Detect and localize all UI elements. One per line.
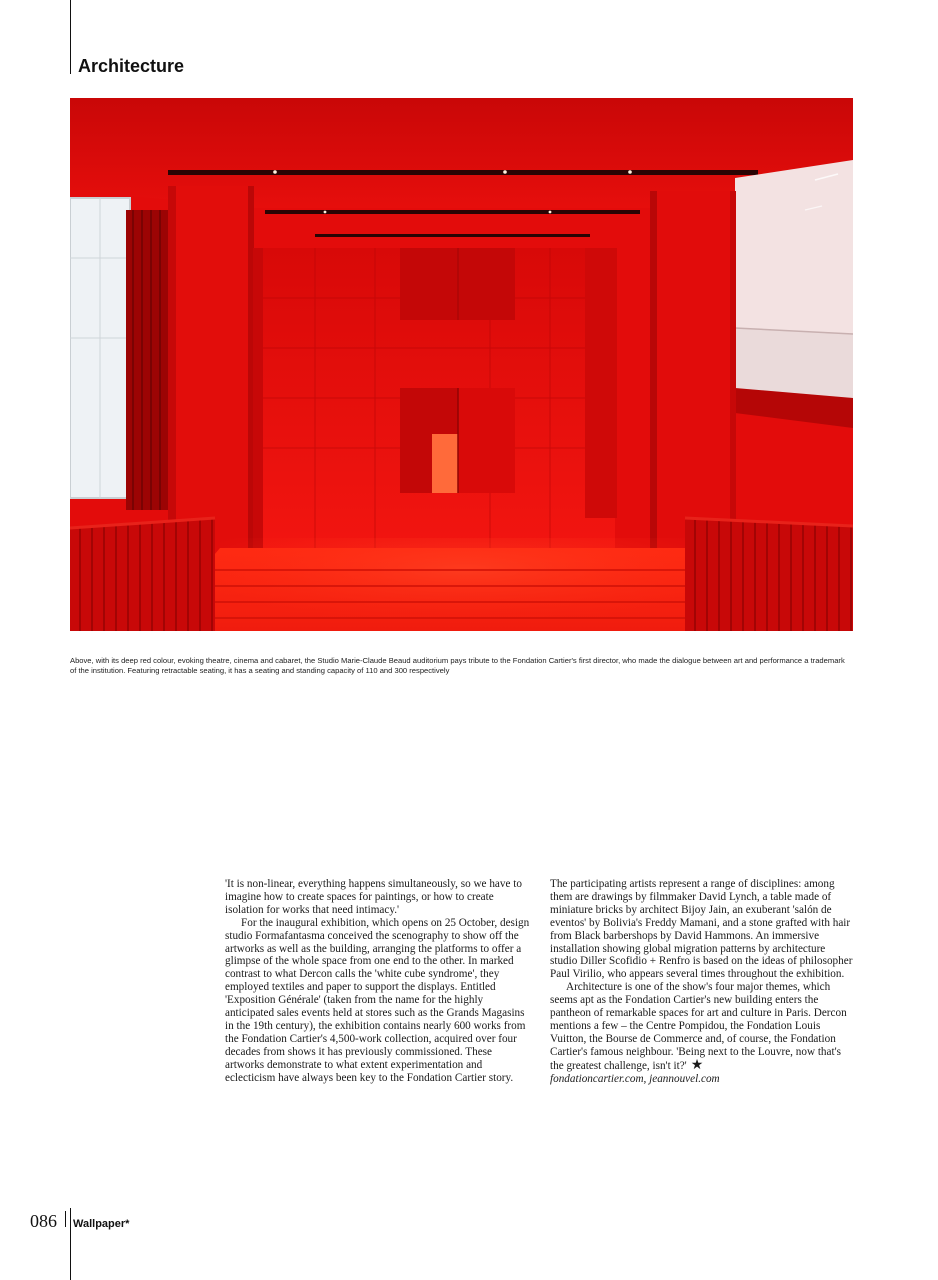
folio — [30, 1211, 129, 1232]
body-paragraph: For the inaugural exhibition, which opens on 25 October, design studio Formafantasma conceived the scenography to show off the artworks as well as the building, arranging the platforms to offer a glimpse of the whole space from one end to the other. In marked contrast to what Dercon calls the 'white cube syndrome', they employed textiles and paper to support the displays. Entitled 'Exposition Générale' (taken from the name for the highly anticipated sales events held at stores such as the Grands Magasins in the 19th century), the exhibition contains nearly 600 works from the Fondation Cartier's 4,500-work collection, acquired over four decades from shows it has previously commissioned. These artworks demonstrate to what extent experimentation and eclecticism have always been key to the Fondation Cartier story. — [225, 916, 530, 1084]
body-paragraph: The participating artists represent a range of disciplines: among them are drawings by filmmaker David Lynch, a table made of miniature bricks by architect Bijoy Jain, an exuberant 'salón de eventos' by Bolivia's Freddy Mamani, and a stone grafted with hair from Black barbershops by David Hammons. An immersive installation showing global migration patterns by architecture studio Diller Scofidio + Renfro is based on the ideas of philosopher Paul Virilio, who appears several times throughout the exhibition. — [550, 878, 853, 981]
end-star-icon: ★ — [690, 1056, 704, 1073]
red-auditorium-photo — [70, 98, 853, 631]
folio-divider — [65, 1211, 66, 1227]
bottom-vertical-rule — [70, 1208, 71, 1280]
top-vertical-rule — [70, 0, 71, 74]
section-title: Architecture — [78, 56, 185, 76]
photo-caption: Above, with its deep red colour, evoking theatre, cinema and cabaret, the Studio Marie-Claude Beaud auditorium pays tribute to the Fondation Cartier's first director, who made the dialogue between art and performance a trademark of the institution. Featuring retractable seating, it has a seating and standing capacity of 110 and 300 respectively — [70, 656, 845, 675]
body-paragraph-final — [550, 981, 855, 1072]
magazine-name: Wallpaper* — [73, 1218, 130, 1230]
body-column-left — [225, 878, 530, 1085]
page-number: 086 — [30, 1211, 57, 1231]
body-paragraph: 'It is non-linear, everything happens simultaneously, so we have to imagine how to create spaces for paintings, or how to create isolation for works that need intimacy.' — [225, 878, 522, 916]
body-column-right — [550, 878, 855, 1086]
final-paragraph-text: Architecture is one of the show's four major themes, which seems apt as the Fondation Cartier's new building enters the pantheon of remarkable spaces for art and culture in Paris. Dercon mentions a few – the Centre Pompidou, the Fondation Louis Vuitton, the Bourse de Commerce and, of course, the Fondation Cartier's famous neighbour. 'Being next to the Louvre, now that's the greatest challenge, isn't it?' — [550, 981, 847, 1072]
website-credits: fondationcartier.com, jeannouvel.com — [550, 1072, 720, 1085]
